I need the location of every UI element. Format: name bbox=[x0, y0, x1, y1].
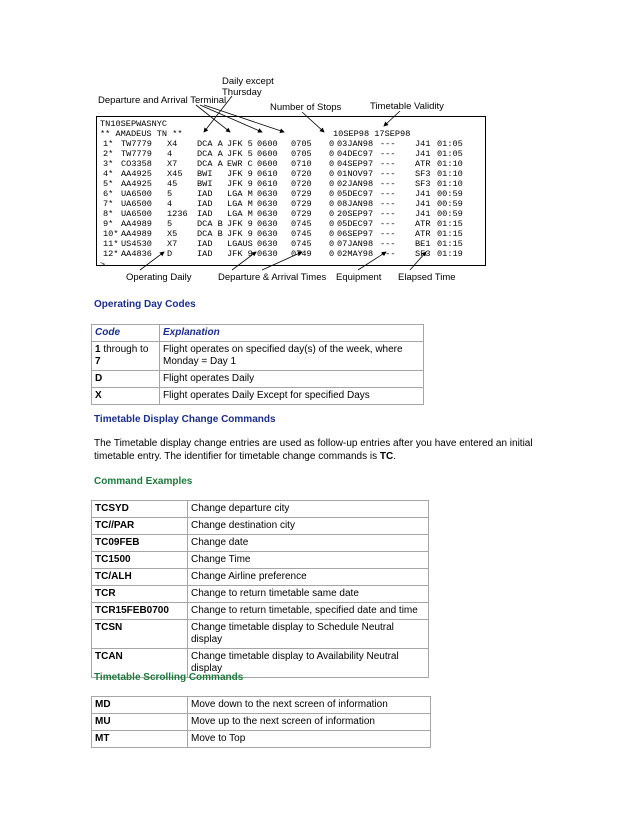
terminal-cell-days: D bbox=[167, 249, 173, 259]
terminal-cell-elapsed: 00:59 bbox=[437, 209, 463, 219]
terminal-cell-no: 6* bbox=[103, 189, 114, 199]
terminal-cell-dtime: 0610 bbox=[257, 179, 278, 189]
terminal-row bbox=[97, 249, 485, 259]
description-cell: Change departure city bbox=[188, 501, 429, 518]
terminal-cell-atime: 0745 bbox=[291, 239, 312, 249]
terminal-cell-stops: 0 bbox=[329, 239, 335, 249]
terminal-cell-days: 5 bbox=[167, 189, 173, 199]
terminal-cell-atime: 0720 bbox=[291, 169, 312, 179]
scrolling-commands-heading: Timetable Scrolling Commands bbox=[94, 672, 244, 683]
terminal-row bbox=[97, 189, 485, 199]
terminal-cell-equip: J41 bbox=[415, 209, 431, 219]
terminal-cell-dep: DCA A bbox=[197, 149, 223, 159]
terminal-cell-dtime: 0600 bbox=[257, 149, 278, 159]
change-commands-heading: Timetable Display Change Commands bbox=[94, 414, 276, 425]
code-start: 1 bbox=[95, 344, 101, 355]
terminal-cell-stops: 0 bbox=[329, 179, 335, 189]
table-row bbox=[92, 518, 429, 535]
terminal-cell-dtime: 0600 bbox=[257, 139, 278, 149]
terminal-cell-equip: SF3 bbox=[415, 249, 431, 259]
terminal-row bbox=[97, 179, 485, 189]
description-cell: Change date bbox=[188, 535, 429, 552]
paragraph-text: The Timetable display change entries are used as follow-up entries after you have entered an initial timetable entry. The identifier for timetable change commands is bbox=[94, 438, 533, 462]
terminal-cell-days: 5 bbox=[167, 219, 173, 229]
terminal-cell-days: X45 bbox=[167, 169, 183, 179]
terminal-cell-equip: ATR bbox=[415, 229, 431, 239]
terminal-cell-no: 7* bbox=[103, 199, 114, 209]
terminal-cell-elapsed: 01:10 bbox=[437, 179, 463, 189]
terminal-cell-equip: J41 bbox=[415, 149, 431, 159]
terminal-cell-elapsed: 01:05 bbox=[437, 139, 463, 149]
terminal-cell-elapsed: 00:59 bbox=[437, 199, 463, 209]
terminal-cell-to: --- bbox=[380, 169, 396, 179]
command-cell: TCR bbox=[92, 586, 188, 603]
terminal-cell-from: 02JAN98 bbox=[337, 179, 374, 189]
callout-departure-arrival-terminal: Departure and Arrival Terminal bbox=[98, 95, 227, 106]
terminal-cell-atime: 0745 bbox=[291, 229, 312, 239]
terminal-cell-flight: UA6500 bbox=[121, 189, 152, 199]
terminal-cell-no: 10* bbox=[103, 229, 119, 239]
table-row bbox=[92, 586, 429, 603]
terminal-header-line1: TN10SEPWASNYC bbox=[100, 119, 168, 129]
header-code: Code bbox=[92, 325, 160, 342]
command-examples-table bbox=[91, 500, 429, 678]
terminal-cell-days: X4 bbox=[167, 139, 178, 149]
table-row bbox=[92, 620, 429, 649]
terminal-cell-to: --- bbox=[380, 139, 396, 149]
terminal-cell-stops: 0 bbox=[329, 149, 335, 159]
terminal-cell-days: 45 bbox=[167, 179, 178, 189]
terminal-cell-elapsed: 01:10 bbox=[437, 159, 463, 169]
command-cell: TC09FEB bbox=[92, 535, 188, 552]
terminal-cell-from: 04DEC97 bbox=[337, 149, 374, 159]
terminal-cell-dtime: 0600 bbox=[257, 159, 278, 169]
description-cell: Change Airline preference bbox=[188, 569, 429, 586]
change-commands-paragraph bbox=[94, 437, 534, 463]
terminal-validity: 10SEP98 17SEP98 bbox=[333, 129, 411, 139]
terminal-cell-no: 4* bbox=[103, 169, 114, 179]
terminal-cell-dtime: 0630 bbox=[257, 229, 278, 239]
table-row bbox=[92, 731, 431, 748]
terminal-cell-dep: IAD bbox=[197, 249, 213, 259]
terminal-cell-flight: TW7779 bbox=[121, 139, 152, 149]
terminal-cell-no: 9* bbox=[103, 219, 114, 229]
terminal-cell-elapsed: 01:05 bbox=[437, 149, 463, 159]
terminal-cell-to: --- bbox=[380, 189, 396, 199]
terminal-cell-stops: 0 bbox=[329, 159, 335, 169]
terminal-cell-flight: CO3358 bbox=[121, 159, 152, 169]
terminal-cell-stops: 0 bbox=[329, 219, 335, 229]
terminal-cell-elapsed: 01:15 bbox=[437, 229, 463, 239]
description-cell: Change destination city bbox=[188, 518, 429, 535]
terminal-cell-dep: DCA B bbox=[197, 229, 223, 239]
terminal-cell-flight: TW7779 bbox=[121, 149, 152, 159]
terminal-cell-equip: ATR bbox=[415, 159, 431, 169]
terminal-cell-stops: 0 bbox=[329, 169, 335, 179]
terminal-cell-arr: LGA M bbox=[227, 209, 253, 219]
terminal-cell-equip: SF3 bbox=[415, 169, 431, 179]
terminal-cell-dtime: 0630 bbox=[257, 249, 278, 259]
terminal-cell-stops: 0 bbox=[329, 249, 335, 259]
description-cell: Move to Top bbox=[188, 731, 431, 748]
table-row bbox=[92, 697, 431, 714]
terminal-cell-atime: 0720 bbox=[291, 179, 312, 189]
terminal-cell-atime: 0745 bbox=[291, 219, 312, 229]
terminal-cell-no: 8* bbox=[103, 209, 114, 219]
terminal-cell-dep: IAD bbox=[197, 189, 213, 199]
terminal-cell-days: X7 bbox=[167, 159, 178, 169]
terminal-cell-to: --- bbox=[380, 219, 396, 229]
terminal-row bbox=[97, 139, 485, 149]
description-cell: Change to return timetable, specified date and time bbox=[188, 603, 429, 620]
paragraph-end: . bbox=[393, 451, 397, 462]
description-cell: Move up to the next screen of information bbox=[188, 714, 431, 731]
terminal-screen bbox=[96, 116, 486, 270]
description-cell: Move down to the next screen of information bbox=[188, 697, 431, 714]
terminal-cell-equip: BE1 bbox=[415, 239, 431, 249]
description-cell: Change to return timetable same date bbox=[188, 586, 429, 603]
callout-daily-except-line1: Daily except bbox=[222, 76, 274, 87]
terminal-cell-arr: LGA M bbox=[227, 199, 253, 209]
terminal-cell-from: 06SEP97 bbox=[337, 229, 374, 239]
terminal-cell-dep: DCA B bbox=[197, 219, 223, 229]
table-row bbox=[92, 501, 429, 518]
header-explanation: Explanation bbox=[160, 325, 424, 342]
terminal-cell-dtime: 0630 bbox=[257, 239, 278, 249]
terminal-cell-days: 4 bbox=[167, 149, 173, 159]
terminal-cell-dep: DCA A bbox=[197, 159, 223, 169]
description-cell: Change Time bbox=[188, 552, 429, 569]
terminal-cell-elapsed: 00:59 bbox=[437, 189, 463, 199]
terminal-cell-flight: UA6500 bbox=[121, 209, 152, 219]
terminal-cell-from: 07JAN98 bbox=[337, 239, 374, 249]
terminal-cell-no: 3* bbox=[103, 159, 114, 169]
terminal-cell-from: 05DEC97 bbox=[337, 189, 374, 199]
operating-day-heading: Operating Day Codes bbox=[94, 299, 196, 310]
terminal-cell-atime: 0749 bbox=[291, 249, 312, 259]
callout-equipment: Equipment bbox=[336, 272, 382, 283]
code-cell: X bbox=[92, 388, 160, 405]
terminal-cell-elapsed: 01:10 bbox=[437, 169, 463, 179]
explanation-cell: Flight operates on specified day(s) of the week, where Monday = Day 1 bbox=[160, 342, 424, 371]
terminal-row bbox=[97, 149, 485, 159]
command-examples-heading: Command Examples bbox=[94, 476, 193, 487]
terminal-cell-atime: 0710 bbox=[291, 159, 312, 169]
terminal-row bbox=[97, 159, 485, 169]
code-cell bbox=[92, 342, 160, 371]
terminal-cell-arr: JFK 9 bbox=[227, 249, 253, 259]
terminal-cell-stops: 0 bbox=[329, 189, 335, 199]
terminal-cell-equip: SF3 bbox=[415, 179, 431, 189]
table-row bbox=[92, 552, 429, 569]
terminal-cell-days: 4 bbox=[167, 199, 173, 209]
terminal-cell-elapsed: 01:15 bbox=[437, 219, 463, 229]
table-row bbox=[92, 535, 429, 552]
terminal-cell-atime: 0729 bbox=[291, 199, 312, 209]
terminal-cell-flight: AA4925 bbox=[121, 169, 152, 179]
explanation-cell: Flight operates Daily bbox=[160, 371, 424, 388]
terminal-cell-elapsed: 01:19 bbox=[437, 249, 463, 259]
command-cell: TCR15FEB0700 bbox=[92, 603, 188, 620]
terminal-cell-arr: JFK 9 bbox=[227, 229, 253, 239]
table-header-row bbox=[92, 325, 424, 342]
terminal-cell-stops: 0 bbox=[329, 229, 335, 239]
table-row bbox=[92, 342, 424, 371]
terminal-cell-from: 02MAY98 bbox=[337, 249, 374, 259]
command-cell: TC1500 bbox=[92, 552, 188, 569]
command-cell: MU bbox=[92, 714, 188, 731]
terminal-cell-to: --- bbox=[380, 209, 396, 219]
terminal-cell-stops: 0 bbox=[329, 199, 335, 209]
terminal-cell-dep: BWI bbox=[197, 179, 213, 189]
terminal-cell-arr: JFK 9 bbox=[227, 219, 253, 229]
terminal-cell-arr: JFK 9 bbox=[227, 169, 253, 179]
table-row bbox=[92, 388, 424, 405]
terminal-cell-stops: 0 bbox=[329, 139, 335, 149]
terminal-row bbox=[97, 199, 485, 209]
callout-number-of-stops: Number of Stops bbox=[270, 102, 342, 113]
terminal-cell-flight: US4530 bbox=[121, 239, 152, 249]
terminal-cell-no: 11* bbox=[103, 239, 119, 249]
terminal-cell-to: --- bbox=[380, 159, 396, 169]
table-row bbox=[92, 371, 424, 388]
terminal-cell-to: --- bbox=[380, 229, 396, 239]
callout-operating-daily: Operating Daily bbox=[126, 272, 192, 283]
table-row bbox=[92, 603, 429, 620]
callout-daily-except-line2: Thursday bbox=[222, 87, 262, 98]
terminal-cell-arr: LGAUS bbox=[227, 239, 253, 249]
terminal-row bbox=[97, 239, 485, 249]
terminal-cell-atime: 0705 bbox=[291, 149, 312, 159]
terminal-cell-arr: JFK 5 bbox=[227, 149, 253, 159]
terminal-cell-dep: IAD bbox=[197, 209, 213, 219]
command-cell: TCAN bbox=[92, 649, 188, 678]
callout-departure-arrival-times: Departure & Arrival Times bbox=[218, 272, 327, 283]
terminal-cell-from: 01NOV97 bbox=[337, 169, 374, 179]
terminal-row bbox=[97, 229, 485, 239]
terminal-cell-to: --- bbox=[380, 249, 396, 259]
terminal-row bbox=[97, 209, 485, 219]
terminal-cell-dep: IAD bbox=[197, 199, 213, 209]
callout-timetable-validity: Timetable Validity bbox=[370, 101, 444, 112]
terminal-prompt: > bbox=[100, 260, 106, 270]
terminal-cell-to: --- bbox=[380, 239, 396, 249]
terminal-cell-atime: 0729 bbox=[291, 209, 312, 219]
terminal-cell-equip: J41 bbox=[415, 199, 431, 209]
terminal-cell-no: 12* bbox=[103, 249, 119, 259]
terminal-cell-elapsed: 01:15 bbox=[437, 239, 463, 249]
terminal-cell-from: 03JAN98 bbox=[337, 139, 374, 149]
callout-elapsed-time: Elapsed Time bbox=[398, 272, 456, 283]
terminal-row bbox=[97, 169, 485, 179]
terminal-cell-flight: AA4925 bbox=[121, 179, 152, 189]
terminal-cell-dtime: 0630 bbox=[257, 219, 278, 229]
terminal-cell-from: 05DEC97 bbox=[337, 219, 374, 229]
terminal-cell-equip: ATR bbox=[415, 219, 431, 229]
terminal-cell-dtime: 0610 bbox=[257, 169, 278, 179]
terminal-cell-equip: J41 bbox=[415, 189, 431, 199]
code-cell: D bbox=[92, 371, 160, 388]
code-through: through to bbox=[100, 344, 149, 355]
terminal-cell-flight: AA4836 bbox=[121, 249, 152, 259]
command-cell: TCSYD bbox=[92, 501, 188, 518]
terminal-row bbox=[97, 219, 485, 229]
operating-day-table bbox=[91, 324, 424, 405]
explanation-cell: Flight operates Daily Except for specified Days bbox=[160, 388, 424, 405]
command-cell: MD bbox=[92, 697, 188, 714]
terminal-cell-to: --- bbox=[380, 199, 396, 209]
terminal-cell-days: X7 bbox=[167, 239, 178, 249]
terminal-cell-stops: 0 bbox=[329, 209, 335, 219]
terminal-cell-to: --- bbox=[380, 149, 396, 159]
terminal-cell-arr: JFK 5 bbox=[227, 139, 253, 149]
terminal-cell-no: 2* bbox=[103, 149, 114, 159]
terminal-cell-dep: DCA A bbox=[197, 139, 223, 149]
terminal-cell-atime: 0729 bbox=[291, 189, 312, 199]
command-cell: MT bbox=[92, 731, 188, 748]
terminal-cell-dep: IAD bbox=[197, 239, 213, 249]
terminal-header-line2: ** AMADEUS TN ** bbox=[100, 129, 183, 139]
tc-identifier: TC bbox=[379, 451, 394, 462]
table-row bbox=[92, 569, 429, 586]
terminal-cell-days: X5 bbox=[167, 229, 178, 239]
terminal-cell-from: 08JAN98 bbox=[337, 199, 374, 209]
command-cell: TCSN bbox=[92, 620, 188, 649]
terminal-cell-dtime: 0630 bbox=[257, 209, 278, 219]
terminal-cell-atime: 0705 bbox=[291, 139, 312, 149]
terminal-cell-arr: JFK 9 bbox=[227, 179, 253, 189]
terminal-cell-flight: AA4989 bbox=[121, 219, 152, 229]
terminal-cell-equip: J41 bbox=[415, 139, 431, 149]
terminal-cell-arr: LGA M bbox=[227, 189, 253, 199]
table-row bbox=[92, 714, 431, 731]
terminal-cell-from: 20SEP97 bbox=[337, 209, 374, 219]
command-cell: TC//PAR bbox=[92, 518, 188, 535]
scrolling-commands-table bbox=[91, 696, 431, 748]
terminal-cell-to: --- bbox=[380, 179, 396, 189]
terminal-cell-arr: EWR C bbox=[227, 159, 253, 169]
description-cell: Change timetable display to Schedule Neutral display bbox=[188, 620, 429, 649]
terminal-cell-dep: BWI bbox=[197, 169, 213, 179]
description-cell: Change timetable display to Availability Neutral display bbox=[188, 649, 429, 678]
terminal-cell-dtime: 0630 bbox=[257, 199, 278, 209]
code-end: 7 bbox=[95, 356, 101, 367]
terminal-cell-dtime: 0630 bbox=[257, 189, 278, 199]
timetable-figure bbox=[92, 74, 492, 288]
command-cell: TC/ALH bbox=[92, 569, 188, 586]
terminal-cell-days: 1236 bbox=[167, 209, 188, 219]
terminal-cell-flight: AA4989 bbox=[121, 229, 152, 239]
terminal-cell-flight: UA6500 bbox=[121, 199, 152, 209]
terminal-cell-no: 1* bbox=[103, 139, 114, 149]
terminal-cell-from: 04SEP97 bbox=[337, 159, 374, 169]
terminal-cell-no: 5* bbox=[103, 179, 114, 189]
